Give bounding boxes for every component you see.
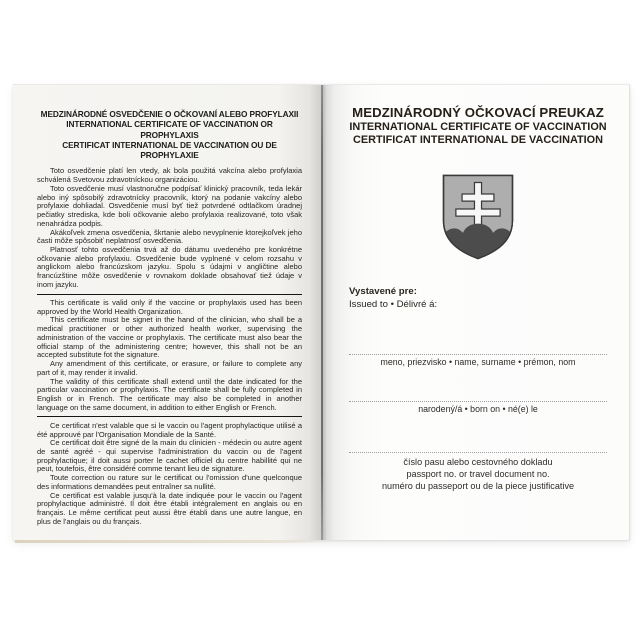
paragraph: This certificate must be signet in the hand of the clinician, who shall be a medical practitioner or other authorized health worker, supervising the administration of the vaccine or prophylaxis. The certificate must also bear the official stamp of the administering centre; however, this shall not be an accepted substitute fot the signature. <box>37 315 302 360</box>
french-section <box>37 422 302 527</box>
slovak-coat-of-arms-icon <box>438 171 518 263</box>
passport-input-line <box>349 452 607 453</box>
passport-label-sk: číslo pasu alebo cestovného dokladu <box>403 456 553 467</box>
passport-field-label <box>349 456 607 493</box>
passport-label-en: passport no. or travel document no. <box>406 468 550 479</box>
paragraph: Toute correction ou rature sur le certificat ou l'omission d'une quelconque des informations demandées peut entraîner sa nullité. <box>37 473 302 491</box>
paragraph: Any amendment of this certificate, or erasure, or failure to complete any part of it, may render it invalid. <box>37 359 302 377</box>
coat-of-arms-container <box>349 171 607 268</box>
passport-label-fr: numéro du passeport ou de la piece justificative <box>381 481 575 492</box>
heading-line-english: INTERNATIONAL CERTIFICATE OF VACCINATION OR PROPHYLAXIS <box>66 119 273 140</box>
name-field-label: meno, priezvisko • name, surname • prémon, nom <box>380 356 576 367</box>
birthdate-field-label: narodený/á • born on • né(e) le <box>418 403 538 414</box>
paragraph: Ce certificat n'est valable que si le vaccin ou l'agent prophylactique utilisé a été approuvé par l'Organisation Mondiale de la Santé. <box>37 420 302 439</box>
left-page-heading <box>37 109 302 160</box>
vaccination-booklet <box>13 84 630 540</box>
right-page <box>323 85 630 540</box>
title-line-english: INTERNATIONAL CERTIFICATE OF VACCINATION <box>349 120 607 133</box>
issued-to-label-en-fr: Issued to • Délivré á: <box>349 298 438 310</box>
paragraph: Ce certificat est valable jusqu'à la date indiquée pour le vaccin ou l'agent prophylactique administré. Il doit être établi intégralement en anglais ou en français. Le même certificat peut aussi être établi dans une autre langue, en plus de l'anglais ou du français. <box>37 490 302 526</box>
section-divider <box>37 294 302 295</box>
issued-to-label-sk: Vystavené pre: <box>349 285 417 297</box>
english-section <box>37 299 302 412</box>
heading-line-french: CERTIFICAT INTERNATIONAL DE VACCINATION OU DE PROPHYLAXIE <box>62 139 277 161</box>
section-divider <box>37 416 302 417</box>
paragraph: The validity of this certificate shall extend until the date indicated for the particular vaccination or prophylaxis. The certificate shall be fully completed in English or in French. The certificate may also be completed in another language on the same document, in addition to either English or French. <box>37 376 302 412</box>
title-line-french: CERTIFICAT INTERNATIONAL DE VACCINATION <box>352 134 604 147</box>
name-input-line <box>349 354 607 355</box>
paragraph: Ce certificat doit être signé de la main du clinicien - médecin ou autre agent de santé agréé - qui supervise l'administration du vaccin ou de l'agent prophylactique; il doit aussi porter le cachet officiel du centre habillité qui ne peut, toutefois, être considéré comme tenant lieu de signature. <box>37 438 302 474</box>
paragraph: Toto osvedčenie platí len vtedy, ak bola použitá vakcína alebo profylaxia schválená Svetovou zdravotníckou organizáciou. <box>37 166 302 185</box>
paragraph: This certificate is valid only if the vaccine or prophylaxis used has been approved by the World Health Organization. <box>37 298 302 316</box>
issued-to-block <box>349 285 607 311</box>
birthdate-input-line <box>349 401 607 402</box>
birthdate-field <box>349 401 607 415</box>
paragraph: Platnosť tohto osvedčenia trvá až do dátumu uvedeného pre konkrétne očkovanie alebo profylaxiu. Osvedčenie bude vyplnené v celom rozsahu v anglickom alebo francúzskom jazyku. Spolu s údajmi v angličtine alebo francúzštine môže osvedčenie v rovnakom doklade obsahovať tiež údaje v inom jazyku. <box>37 244 302 289</box>
left-page <box>13 85 321 540</box>
heading-line-slovak: MEDZINÁRODNÉ OSVEDČENIE O OČKOVANÍ ALEBO PROFYLAXII <box>40 109 299 119</box>
name-field <box>349 354 607 368</box>
paragraph: Toto osvedčenie musí vlastnoručne podpísať klinický pracovník, teda lekár alebo iný spôsobilý zdravotnícky pracovník, ktorý na podanie vakcíny alebo profylaxie dohliadal. Osvedčenie musí byť tiež potvrdené odtlačkom úradnej pečiatky strediska, kde boli očkovanie alebo profylaxia realizované, toto však nenahrádza podpis. <box>37 183 302 228</box>
page-title <box>349 105 607 148</box>
passport-field <box>349 452 607 493</box>
paragraph: Akákoľvek zmena osvedčenia, škrtanie alebo nevyplnenie ktorejkoľvek jeho časti môže spôsobiť neplatnosť osvedčenia. <box>37 227 302 246</box>
slovak-section <box>37 167 302 289</box>
title-line-slovak: MEDZINÁRODNÝ OČKOVACÍ PREUKAZ <box>352 105 604 120</box>
